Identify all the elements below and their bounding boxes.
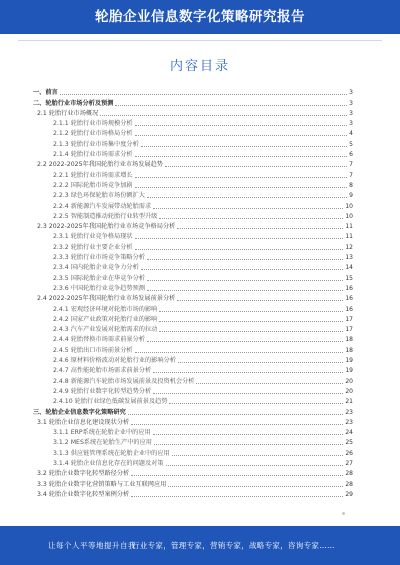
toc-page-number: 10 (345, 212, 353, 220)
toc-entry-label: 2.4.4 轮胎替换市场需求前景分析 (53, 336, 145, 344)
toc-leader-dots (135, 135, 348, 136)
toc-entry[interactable] (33, 261, 353, 271)
toc-page-number: 15 (345, 274, 353, 282)
toc-entry[interactable] (33, 117, 353, 127)
toc-entry-label: 2.4.1 宏观经济环境对轮胎市场的影响 (53, 305, 158, 313)
toc-leader-dots (177, 300, 343, 301)
toc-leader-dots (196, 383, 343, 384)
toc-entry-label: 2.4.7 高性能轮胎市场需求前景分析 (53, 367, 152, 375)
toc-leader-dots (135, 352, 344, 353)
toc-leader-dots (141, 146, 347, 147)
toc-entry[interactable] (33, 199, 353, 209)
toc-entry-label: 2.3.1 轮胎行业竞争格局现状 (53, 233, 133, 241)
toc-page-number: 19 (345, 367, 353, 375)
toc-entry-label: 2.3.2 轮胎行业主要企业分析 (53, 243, 133, 251)
toc-page-number: 26 (345, 449, 353, 457)
table-of-contents (33, 86, 353, 498)
toc-page-number: 9 (349, 192, 353, 200)
toc-entry[interactable] (33, 488, 353, 498)
toc-leader-dots (177, 228, 343, 229)
toc-leader-dots (131, 424, 343, 425)
toc-page-number: 11 (345, 223, 353, 231)
toc-entry-label: 3.1.3 供应链管理系统在轮胎企业中的应用 (53, 449, 170, 457)
toc-entry-label: 2.1 轮胎行业市场概况 (37, 109, 99, 117)
toc-leader-dots (165, 166, 347, 167)
toc-page-number: 4 (349, 130, 353, 138)
toc-leader-dots (178, 362, 343, 363)
toc-leader-dots (135, 125, 348, 126)
toc-page-number: 16 (345, 305, 353, 313)
toc-entry[interactable] (33, 168, 353, 178)
toc-entry-label: 2.2.1 轮胎行业市场需求增长 (53, 171, 133, 179)
toc-page-number: 18 (345, 346, 353, 354)
toc-entry[interactable] (33, 86, 353, 96)
toc-entry-label: 2.1.3 轮胎行业市场集中度分析 (53, 140, 139, 148)
toc-entry-label: 2.4.3 汽车产业发展对轮胎需求的拉动 (53, 326, 158, 334)
toc-page-number: 19 (345, 357, 353, 365)
toc-page-number: 10 (345, 202, 353, 210)
toc-page-number: 28 (345, 470, 353, 478)
toc-leader-dots (168, 486, 343, 487)
toc-page-number: 20 (345, 387, 353, 395)
toc-page-number: 3 (349, 99, 353, 107)
toc-entry-label: 2.2 2022-2025年我国轮胎行业市场发展趋势 (37, 161, 163, 169)
toc-entry[interactable] (33, 426, 353, 436)
toc-leader-dots (159, 331, 343, 332)
toc-leader-dots (60, 94, 347, 95)
toc-entry[interactable] (33, 137, 353, 147)
toc-page-number: 25 (345, 439, 353, 447)
toc-page-number: 18 (345, 336, 353, 344)
toc-entry[interactable] (33, 395, 353, 405)
toc-leader-dots (135, 187, 348, 188)
toc-entry-label: 2.1.4 轮胎行业市场需求分析 (53, 151, 133, 159)
toc-entry[interactable] (33, 210, 353, 220)
toc-entry[interactable] (33, 158, 353, 168)
toc-page-number: 3 (349, 109, 353, 117)
footer-slogan: 让每个人平等地提升自我 (48, 541, 136, 550)
toc-entry-label: 3.3 轮胎企业数字化营销策略与工业互联网应用 (37, 480, 167, 488)
toc-leader-dots (147, 341, 343, 342)
toc-entry-label: 2.2.5 智能制造推动轮胎行业转型升级 (53, 212, 158, 220)
toc-entry[interactable] (33, 230, 353, 240)
toc-entry[interactable] (33, 179, 353, 189)
toc-entry-label: 3.1.1 ERP系统在轮胎企业中的应用 (53, 429, 151, 437)
toc-entry[interactable] (33, 457, 353, 467)
toc-entry-label: 2.3.5 国际轮胎企业在华竞争分析 (53, 274, 145, 282)
toc-entry[interactable] (33, 271, 353, 281)
toc-leader-dots (135, 249, 344, 250)
toc-page-number: 6 (349, 151, 353, 159)
toc-leader-dots (135, 177, 348, 178)
toc-entry-label: 2.3.3 轮胎行业市场竞争策略分析 (53, 254, 145, 262)
toc-entry[interactable] (33, 282, 353, 292)
toc-leader-dots (128, 414, 344, 415)
toc-entry-label: 2.4.10 轮胎行业绿色低碳发展前景及趋势 (53, 398, 168, 406)
toc-leader-dots (131, 496, 343, 497)
toc-entry[interactable] (33, 343, 353, 353)
toc-page-number: 28 (345, 480, 353, 488)
toc-leader-dots (153, 372, 343, 373)
toc-page-number: 16 (345, 284, 353, 292)
toc-leader-dots (172, 455, 344, 456)
toc-entry-label: 三、轮胎企业信息数字化策略研究 (33, 408, 126, 416)
toc-entry-label: 2.3.4 国内轮胎企业竞争力分析 (53, 264, 139, 272)
toc-entry[interactable] (33, 189, 353, 199)
toc-leader-dots (153, 208, 343, 209)
toc-page-number: 29 (345, 490, 353, 498)
toc-entry-label: 2.3 2022-2025年我国轮胎行业市场竞争格局分析 (37, 223, 176, 231)
toc-page-number: 8 (349, 181, 353, 189)
toc-page-number: 23 (345, 408, 353, 416)
toc-entry[interactable] (33, 107, 353, 117)
toc-entry-label: 3.1 轮胎企业信息化建设现状分析 (37, 418, 130, 426)
toc-page-number: 11 (345, 233, 353, 241)
toc-entry-label: 3.1.2 MES系统在轮胎生产中的应用 (53, 439, 152, 447)
toc-leader-dots (147, 259, 343, 260)
toc-entry[interactable] (33, 313, 353, 323)
toc-entry-label: 2.4.9 轮胎行业数字化转型趋势分析 (53, 387, 152, 395)
toc-entry[interactable] (33, 333, 353, 343)
toc-entry[interactable] (33, 374, 353, 384)
footer-bar (0, 526, 400, 565)
toc-entry[interactable] (33, 148, 353, 158)
toc-entry[interactable] (33, 323, 353, 333)
toc-page-number: 14 (345, 264, 353, 272)
header-bar (0, 0, 400, 34)
toc-entry[interactable] (33, 477, 353, 487)
toc-entry[interactable] (33, 436, 353, 446)
toc-leader-dots (147, 290, 343, 291)
toc-leader-dots (159, 311, 343, 312)
toc-page-number: 3 (349, 120, 353, 128)
document-title: 轮胎企业信息数字化策略研究报告 (95, 9, 305, 25)
toc-leader-dots (135, 156, 348, 157)
toc-entry[interactable] (33, 405, 353, 415)
toc-entry[interactable] (33, 416, 353, 426)
toc-leader-dots (166, 465, 344, 466)
toc-page-number: 7 (349, 171, 353, 179)
toc-entry-label: 2.4.5 轮胎出口市场前景分析 (53, 346, 133, 354)
toc-page-number: 17 (345, 315, 353, 323)
toc-leader-dots (154, 444, 343, 445)
toc-leader-dots (131, 475, 343, 476)
toc-entry-label: 2.2.4 新能源汽车发展带动轮胎需求 (53, 202, 152, 210)
toc-entry[interactable] (33, 292, 353, 302)
toc-entry[interactable] (33, 354, 353, 364)
toc-entry[interactable] (33, 364, 353, 374)
toc-entry-label: 2.4 2022-2025年我国轮胎行业市场发展前景分析 (37, 295, 176, 303)
toc-leader-dots (100, 115, 347, 116)
toc-entry[interactable] (33, 385, 353, 395)
toc-page-number: 17 (345, 326, 353, 334)
toc-leader-dots (159, 218, 343, 219)
toc-page-number: 13 (345, 254, 353, 262)
toc-leader-dots (153, 434, 344, 435)
toc-leader-dots (153, 393, 343, 394)
toc-leader-dots (169, 403, 343, 404)
toc-entry-label: 2.4.6 原材料价格波动对轮胎行业的影响分析 (53, 357, 176, 365)
toc-entry-label: 2.4.2 国家产业政策对轮胎行业的影响 (53, 315, 158, 323)
toc-entry[interactable] (33, 220, 353, 230)
page-marker (342, 512, 345, 515)
toc-entry-label: 二、轮胎行业市场分析及预测 (33, 99, 114, 107)
toc-entry-label: 3.2 轮胎企业数字化转型路径分析 (37, 470, 130, 478)
toc-entry-label: 3.4 轮胎企业数字化转型案例分析 (37, 490, 130, 498)
toc-entry-label: 一、前言 (33, 89, 58, 97)
toc-leader-dots (135, 238, 344, 239)
toc-page-number: 5 (349, 140, 353, 148)
toc-entry-label: 2.1.1 轮胎行业市场规模分析 (53, 120, 133, 128)
toc-leader-dots (147, 280, 343, 281)
toc-entry[interactable] (33, 467, 353, 477)
toc-entry[interactable] (33, 240, 353, 250)
toc-entry-label: 3.1.4 轮胎企业信息化存在的问题及对策 (53, 459, 164, 467)
toc-entry-label: 2.2.3 绿色环保轮胎市场份额扩大 (53, 192, 145, 200)
toc-page-number: 21 (345, 398, 353, 406)
toc-heading: 内容目录 (169, 59, 230, 74)
toc-page-number: 23 (345, 418, 353, 426)
toc-page-number: 24 (345, 429, 353, 437)
toc-page-number: 20 (345, 377, 353, 385)
toc-entry[interactable] (33, 446, 353, 456)
toc-entry-label: 2.2.2 国际轮胎市场竞争加剧 (53, 181, 133, 189)
toc-page-number: 27 (345, 459, 353, 467)
toc-entry[interactable] (33, 302, 353, 312)
footer-tagline: 行业专家，管理专家，营销专家，战略专家，咨询专家…… (132, 541, 335, 550)
toc-entry-label: 2.4.8 新能源汽车轮胎市场发展前景及投资机会分析 (53, 377, 195, 385)
header-divider (18, 40, 382, 41)
toc-page-number: 16 (345, 295, 353, 303)
toc-entry[interactable] (33, 127, 353, 137)
toc-leader-dots (115, 105, 347, 106)
toc-entry-label: 2.3.6 中国轮胎行业竞争趋势预测 (53, 284, 145, 292)
toc-page-number: 12 (345, 243, 353, 251)
toc-leader-dots (159, 321, 343, 322)
toc-page-number: 7 (349, 161, 353, 169)
toc-entry[interactable] (33, 96, 353, 106)
toc-page-number: 3 (349, 89, 353, 97)
toc-leader-dots (141, 269, 344, 270)
toc-entry-label: 2.1.2 轮胎行业市场格局分析 (53, 130, 133, 138)
toc-leader-dots (147, 197, 347, 198)
toc-entry[interactable] (33, 251, 353, 261)
